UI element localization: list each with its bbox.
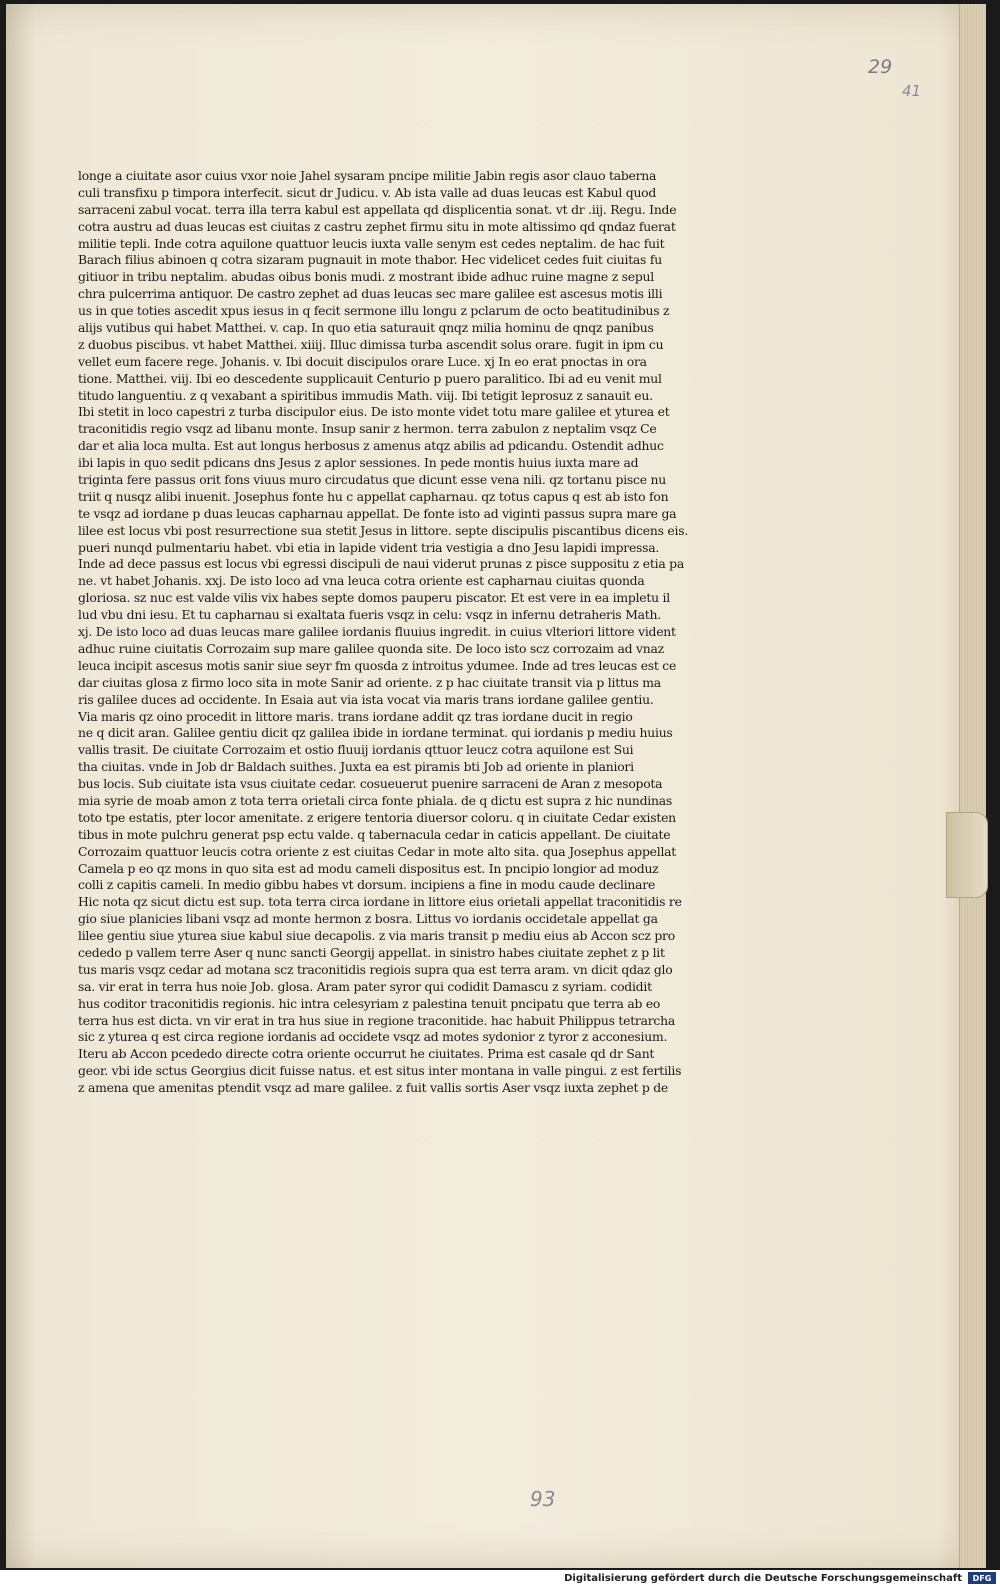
text-line: gio siue planicies libani vsqz ad monte hermon z bosra. Littus vo iordanis occidetale appellat ga [78,911,658,927]
text-line: us in que toties ascedit xpus iesus in q fecit sermone illu longu z pclarum de octo beatitudinibus z [78,303,670,319]
text-line: militie tepli. Inde cotra aquilone quattuor leucis iuxta valle senym est cedes neptalim. de hac fuit [78,235,665,251]
dfg-logo-icon: DFG [968,1572,996,1584]
footer-bar [0,1570,1000,1586]
text-line: sic z yturea q est circa regione iordanis ad occidete vsqz ad motes sydonior z tyror z acconesium. [78,1029,668,1045]
text-line: triginta fere passus orit fons viuus muro circudatus que dicunt esse vena nili. qz tortanu pisce nu [78,472,666,488]
text-line: Via maris qz oino procedit in littore maris. trans iordane addit qz tras iordane ducit in regio [78,708,633,724]
text-line: vallis trasit. De ciuitate Corrozaim et ostio fluuij iordanis qttuor leucz cotra aquilone est Sui [78,742,634,758]
text-line: gloriosa. sz nuc est valde vilis vix habes septe domos pauperu piscator. Et est vere in ea impletu il [78,590,670,606]
text-line: ris galilee duces ad occidente. In Esaia aut via ista vocat via maris trans iordane galilee gentiu. [78,691,654,707]
text-line: ne q dicit aran. Galilee gentiu dicit qz galilea ibide in iordane terminat. qui iordanis p mediu huius [78,725,673,741]
page-tab [946,812,988,898]
text-line: xj. De isto loco ad duas leucas mare galilee iordanis fluuius ingredit. in cuius vlteriori littore vident [78,624,676,640]
text-line: Inde ad dece passus est locus vbi egressi discipuli de naui viderut prunas z pisce suppositu z etia pa [78,556,684,572]
text-line: dar et alia loca multa. Est aut longus herbosus z amenus atqz abilis ad pdicandu. Ostendit adhuc [78,438,664,454]
text-line: Camela p eo qz mons in quo sita est ad modu cameli dispositus est. In pncipio longior ad moduz [78,860,659,876]
text-line: leuca incipit ascesus motis sanir siue seyr fm quosda z introitus ydumee. Inde ad tres leucas est ce [78,657,677,673]
text-line: lilee gentiu siue yturea siue kabul siue decapolis. z via maris transit p mediu eius ab Accon scz pro [78,928,675,944]
text-line: longe a ciuitate asor cuius vxor noie Jahel sysaram pncipe militie Jabin regis asor clauo taberna [78,168,657,183]
text-line: ibi lapis in quo sedit pdicans dns Jesus z aplor sessiones. In pede montis huius iuxta mare ad [78,455,639,471]
text-line: sa. vir erat in terra hus noie Job. glosa. Aram pater syror qui codidit Damascu z syriam. codidit [78,978,652,994]
text-line: geor. vbi ide sctus Georgius dicit fuisse natus. et est situs inter montana in valle pingui. z est fertilis [78,1063,682,1079]
text-line: gitiuor in tribu neptalim. abudas oibus bonis mudi. z mostrant ibide adhuc ruine magne z sepul [78,269,654,285]
text-line: ne. vt habet Johanis. xxj. De isto loco ad vna leuca cotra oriente est capharnau ciuitas quonda [78,573,645,589]
text-line: mia syrie de moab amon z tota terra orietali circa fonte phiala. de q dictu est supra z hic nundinas [78,792,672,808]
text-line: Corrozaim quattuor leucis cotra oriente z est ciuitas Cedar in mote alto sita. qua Josephus appellat [78,843,677,859]
text-line: tus maris vsqz cedar ad motana scz traconitidis regiois supra qua est terra aram. vn dicit qdaz glo [78,961,673,977]
text-line: titudo languentiu. z q vexabant a spiritibus immudis Math. viij. Ibi tetigit leprosuz z sanauit eu. [78,387,653,403]
text-line: z duobus piscibus. vt habet Matthei. xiiij. Illuc dimissa turba ascendit solus orare. fugit in ipm cu [78,336,664,352]
folio-number-secondary: 41 [902,82,922,100]
text-line: toto tpe estatis, pter locor amenitate. z erigere tentoria diuersor coloru. q in ciuitate Cedar existen [78,809,676,825]
text-line: tibus in mote pulchru generat psp ectu valde. q tabernacula cedar in caticis appellant. De ciuitate [78,826,671,842]
text-line: pueri nunqd pulmentariu habet. vbi etia in lapide vident tria vestigia a dno Jesu lapidi impressa. [78,539,660,555]
folio-number: 29 [868,56,893,78]
text-line: tione. Matthei. viij. Ibi eo descedente supplicauit Centurio p puero paralitico. Ibi ad eu venit mul [78,370,662,386]
text-line: lilee est locus vbi post resurrectione sua stetit Jesus in littore. septe discipulis piscantibus dicens eis. [78,522,689,538]
text-line: lud vbu dni iesu. Et tu capharnau si exaltata fueris vsqz in celu: vsqz in infernu detraheris Math. [78,607,661,623]
text-line: vellet eum facere rege. Johanis. v. Ibi docuit discipulos orare Luce. xj In eo erat pnoctas in ora [78,353,647,369]
text-line: dar ciuitas glosa z firmo loco sita in mote Sanir ad oriente. z p hac ciuitate transit via p littus ma [78,674,661,690]
text-line: triit q nusqz alibi inuenit. Josephus fonte hu c appellat capharnau. qz totus capus q est ab isto fon [78,488,669,504]
text-line: culi transfixu p timpora interfecit. sicut dr Judicu. v. Ab ista valle ad duas leucas est Kabul quod [78,184,657,200]
text-line: colli z capitis cameli. In medio gibbu habes vt dorsum. incipiens a fine in modu caude declinare [78,877,656,893]
text-line: traconitidis regio vsqz ad libanu monte. Insup sanir z hermon. terra zabulon z neptalim vsqz Ce [78,421,657,437]
text-line: Ibi stetit in loco capestri z turba discipulor eius. De isto monte videt totu mare galilee et yturea et [78,404,670,420]
text-line: sarraceni zabul vocat. terra illa terra kabul est appellata qd displicentia sonat. vt dr .iij. Regu. Inde [78,201,677,217]
text-line: Iteru ab Accon pcededo directe cotra oriente occurrut he ciuitates. Prima est casale qd dr Sant [78,1046,655,1062]
text-line: hus coditor traconitidis regionis. hic intra celesyriam z palestina tenuit pncipatu que terra ab eo [78,995,661,1011]
text-line: cotra austru ad duas leucas est ciuitas z castru zephet firmu situ in mote altissimo qd qndaz fuerat [78,218,676,234]
text-line: terra hus est dicta. vn vir erat in tra hus siue in regione traconitide. hac habuit Philippus tetrarcha [78,1012,675,1028]
text-line: z amena que amenitas ptendit vsqz ad mare galilee. z fuit vallis sortis Aser vsqz iuxta zephet p de [78,1080,669,1096]
text-line: bus locis. Sub ciuitate ista vsus ciuitate cedar. cosueuerut puenire sarraceni de Aran z mesopota [78,776,663,792]
page-edges [959,4,986,1568]
text-line: cededo p vallem terre Aser q nunc sancti Georgij appellat. in sinistro habes ciuitate zephet z p lit [78,944,665,960]
text-line: adhuc ruine ciuitatis Corrozaim sup mare galilee quonda site. De loco isto scz corrozaim ad vnaz [78,640,664,656]
text-line: Barach filius abinoen q cotra sizaram pugnauit in mote thabor. Hec videlicet cedes fuit ciuitas fu [78,252,662,268]
body-text [78,168,806,1096]
text-line: Hic nota qz sicut dictu est sup. tota terra circa iordane in littore eius orietali appellat traconitidis re [78,894,682,910]
text-line: chra pulcerrima antiquor. De castro zephet ad duas leucas sec mare galilee est ascesus motis illi [78,286,663,302]
funding-credit: Digitalisierung gefördert durch die Deutsche Forschungsgemeinschaft [564,1572,962,1584]
text-line: te vsqz ad iordane p duas leucas capharnau appellat. De fonte isto ad viginti passus supra mare ga [78,505,677,521]
page-number: 93 [530,1487,556,1511]
text-line: tha ciuitas. vnde in Job dr Baldach suithes. Juxta ea est piramis bti Job ad oriente in planiori [78,759,634,775]
text-line: alijs vutibus qui habet Matthei. v. cap. In quo etia saturauit qnqz milia hominu de qnqz panibus [78,320,654,336]
